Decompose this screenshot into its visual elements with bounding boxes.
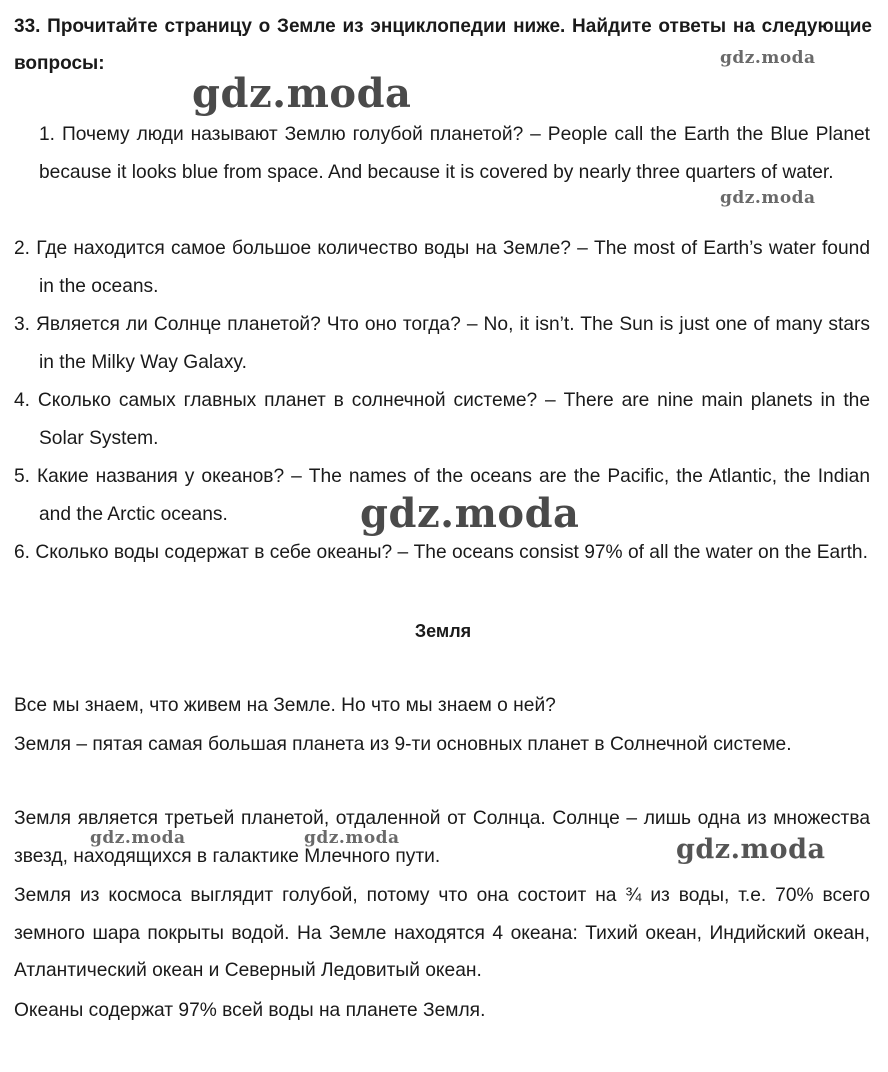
watermark: gdz.moda [720, 188, 816, 208]
article-paragraph: Земля – пятая самая большая планета из 9-ти основных планет в Солнечной системе. [14, 734, 792, 755]
watermark: gdz.moda [90, 828, 186, 848]
article-paragraph: Земля является третьей планетой, отдаленной от Солнца. Солнце – лишь одна из множества звезд, находящихся в галактике Млечного пути. [14, 808, 870, 867]
article-paragraph: Все мы знаем, что живем на Земле. Но что мы знаем о ней? [14, 695, 556, 716]
qa-item-1: 1. Почему люди называют Землю голубой планетой? – People call the Earth the Blue Planet because it looks blue from space. And because it is covered by nearly three quarters of water. [39, 124, 870, 183]
watermark: gdz.moda [676, 834, 826, 865]
watermark: gdz.moda [192, 70, 412, 117]
qa-item-6: 6. Сколько воды содержат в себе океаны? – The oceans consist 97% of all the water on the Earth. [14, 542, 868, 563]
article-paragraph: Земля из космоса выглядит голубой, потому что она состоит на ¾ из воды, т.е. 70% всего земного шара покрыты водой. На Земле находятся 4 океана: Тихий океан, Индийский океан, Атлантический океан и Северный Ледовитый океан. [14, 885, 870, 981]
qa-item-5: 5. Какие названия у океанов? – The names of the oceans are the Pacific, the Atlantic, the Indian and the Arctic oceans. [14, 466, 870, 525]
article-paragraph: Океаны содержат 97% всей воды на планете Земля. [14, 1000, 486, 1021]
qa-item-3: 3. Является ли Солнце планетой? Что оно тогда? – No, it isn’t. The Sun is just one of many stars in the Milky Way Galaxy. [14, 314, 870, 373]
watermark: gdz.moda [360, 490, 580, 537]
watermark: gdz.moda [720, 48, 816, 68]
qa-item-4: 4. Сколько самых главных планет в солнечной системе? – There are nine main planets in the Solar System. [14, 390, 870, 449]
article-heading: Земля [414, 621, 472, 641]
task-title: 33. Прочитайте страницу о Земле из энциклопедии ниже. Найдите ответы на следующие вопросы: [14, 16, 872, 74]
watermark: gdz.moda [304, 828, 400, 848]
qa-item-2: 2. Где находится самое большое количество воды на Земле? – The most of Earth’s water found in the oceans. [14, 238, 870, 297]
